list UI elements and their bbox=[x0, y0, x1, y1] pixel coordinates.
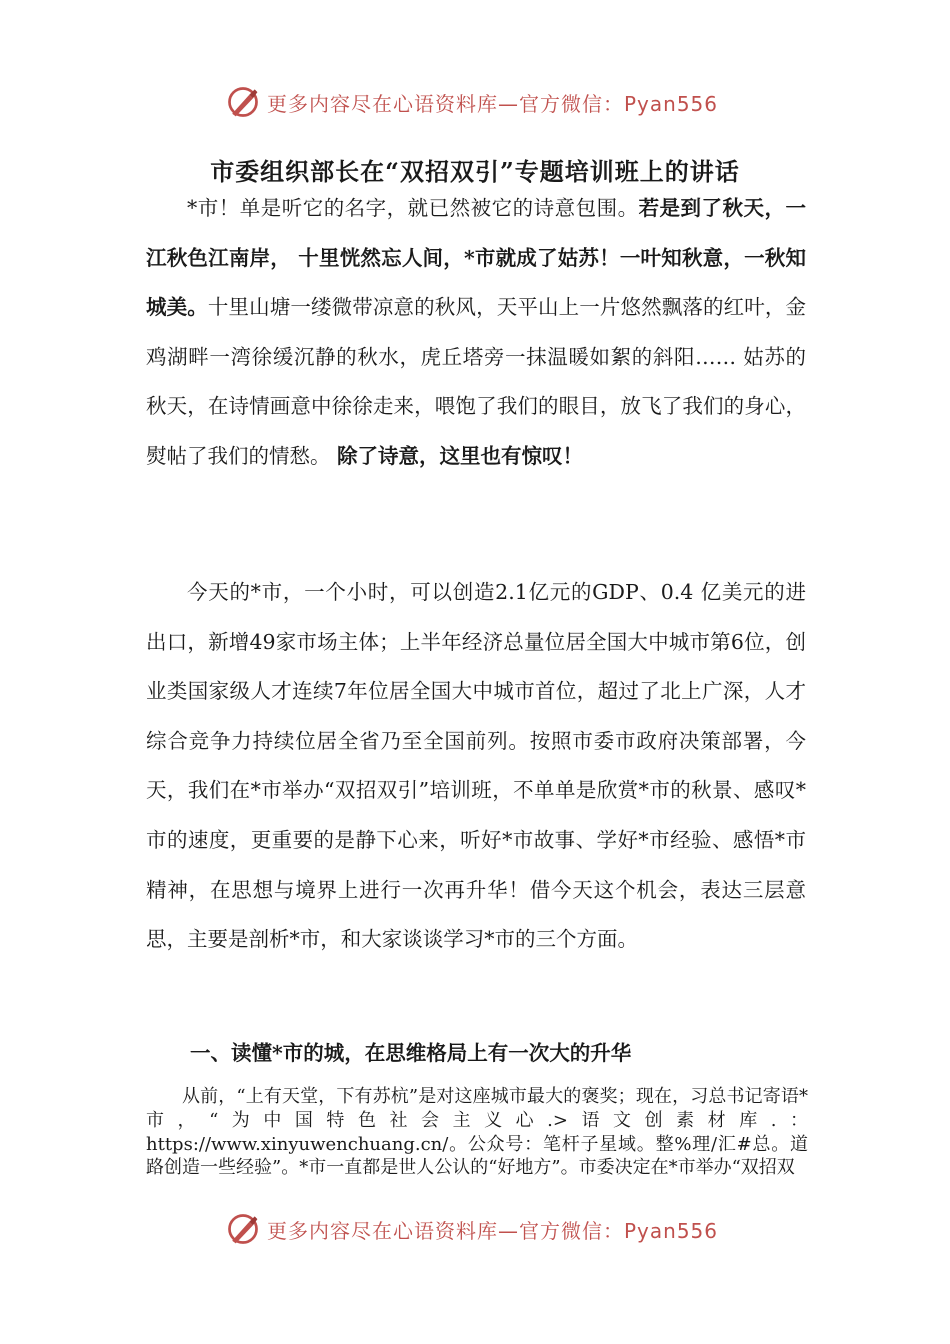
paragraph-section1-body: 从前，“上有天堂，下有苏杭”是对这座城市最大的褒奖；现在，习总书记寄语*市，“为中国特色社会主义心.>语文创素材库.：https://www.xinyuwenchuang.cn/。公众号：笔杆子星域。整%理/汇#总。道路创造一些经验”。*市一直都是世人公认的“好地方”。市委决定在*市举办“双招双 bbox=[146, 1086, 808, 1179]
watermark-text: 更多内容尽在心语资料库—官方微信：Pyan556 bbox=[267, 1218, 719, 1243]
header-watermark-banner bbox=[225, 82, 725, 122]
pen-nib-logo-icon bbox=[225, 84, 261, 120]
paragraph-today: 今天的*市，一个小时，可以创造2.1亿元的GDP、0.4 亿美元的进出口，新增49家市场主体；上半年经济总量位居全国大中城市第6位，创业类国家级人才连续7年位居全国大中城市首位，超过了北上广深，人才综合竞争力持续位居全省乃至全国前列。按照市委市政府决策部署，今天，我们在*市举办“双招双引”培训班，不单单是欣赏*市的秋景、感叹*市的速度，更重要的是静下心来，听好*市故事、学好*市经验、感悟*市精神，在思想与境界上进行一次再升华！借今天这个机会，表达三层意思，主要是剖析*市，和大家谈谈学习*市的三个方面。 bbox=[146, 580, 806, 952]
pen-nib-logo-icon bbox=[225, 1211, 261, 1247]
paragraph-intro bbox=[146, 184, 806, 482]
paragraph-intro-bold-part2: 若是到了秋天，一江秋色江南岸， 十里恍然忘人间，*市就成了姑苏！一叶知秋意，一秋知城美。 bbox=[146, 196, 807, 320]
section-heading-1: 一、读懂*市的城，在思维格局上有一次大的升华 bbox=[190, 1041, 632, 1065]
paragraph-intro-part3: 十里山塘一缕微带凉意的秋风，天平山上一片悠然飘落的红叶，金鸡湖畔一湾徐缓沉静的秋水，虎丘塔旁一抹温暖如絮的斜阳…… 姑苏的秋天，在诗情画意中徐徐走来，喂饱了我们的眼目，放飞了我们的身心，熨帖了我们的情愁。 bbox=[146, 295, 807, 468]
footer-watermark-banner bbox=[225, 1209, 725, 1249]
document-title: 市委组织部长在“双招双引”专题培训班上的讲话 bbox=[210, 157, 740, 186]
watermark-text: 更多内容尽在心语资料库—官方微信：Pyan556 bbox=[267, 91, 719, 116]
paragraph-intro-bold-part4: 除了诗意，这里也有惊叹！ bbox=[337, 443, 584, 468]
paragraph-intro-part1: *市！单是听它的名字，就已然被它的诗意包围。 bbox=[187, 196, 639, 220]
